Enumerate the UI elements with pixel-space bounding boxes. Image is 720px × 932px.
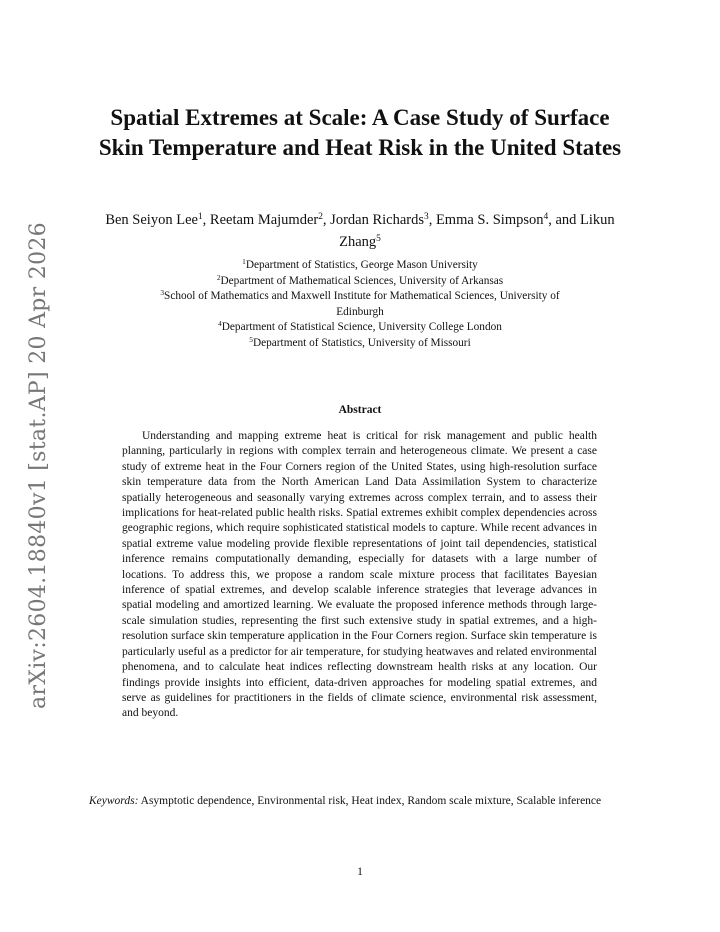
affiliation: $^2$Department of Mathematical Sciences, University of Arkansas [216, 272, 504, 287]
author: Ben Seiyon Lee$^1$ [105, 211, 203, 228]
paper-title: Spatial Extremes at Scale: A Case Study of Surface Skin Temperature and Heat Risk in the United States [98, 105, 622, 160]
arxiv-identifier-text: arXiv:2604.18840v1 [stat.AP] 20 Apr 2026 [25, 221, 51, 709]
affiliation-list [100, 258, 620, 351]
arxiv-identifier [18, 221, 58, 709]
affiliation: $^4$Department of Statistical Science, University College London [218, 318, 502, 333]
author: Reetam Majumder$^2$ [209, 211, 323, 228]
affiliation: $^1$Department of Statistics, George Mason University [242, 256, 478, 271]
page-number: 1 [357, 866, 363, 878]
author: Likun Zhang$^5$ [339, 212, 615, 250]
abstract-body: Understanding and mapping extreme heat is critical for risk management and public health planning, particularly in regions with complex terrain and heterogeneous climate. We present a case study of extreme heat in the Four Corners region of the United States, using high-resolution surface skin temperature data from the North American Land Data Assimilation System to characterize spatially heterogeneous and seasonally varying extremes across complex terrain, and to assess their implications for heat-related public health risks. Spatial extremes exhibit complex dependencies across geographic regions, which require sophisticated statistical models to capture. While recent advances in spatial extreme value modeling provide flexible representations of joint tail dependencies, statistical inference remains computationally demanding, especially for datasets with a large number of locations. To address this, we propose a random scale mixture process that facilitates Bayesian inference of spatial extremes, and develop scalable inference strategies that leverage advances in spatial modeling and amortized learning. We evaluate the proposed inference methods through large-scale simulation studies, representing the first such extensive study in spatial extremes, and a high-resolution surface skin temperature application in the Four Corners region. Surface skin temperature is particularly useful as a predictor for air temperature, for studying heatwaves and related environmental phenomena, and to calculate heat indices reflecting downstream health risks at any location. Our findings provide insights into efficient, data-driven approaches for modeling spatial extremes, and serve as guidelines for practitioners in the fields of climate science, environmental risk assessment, and beyond. [122, 430, 597, 720]
affiliation: $^5$Department of Statistics, University of Missouri [249, 334, 471, 349]
author: Emma S. Simpson$^4$ [435, 211, 549, 228]
keywords [89, 794, 630, 809]
keywords-label: Keywords: [89, 795, 139, 807]
keywords-text: Asymptotic dependence, Environmental risk, Heat index, Random scale mixture, Scalable inference [140, 795, 602, 807]
abstract-heading: Abstract [338, 404, 382, 416]
affiliation: $^3$School of Mathematics and Maxwell Institute for Mathematical Sciences, University of [160, 287, 560, 302]
author: Jordan Richards$^3$ [330, 211, 429, 228]
affiliation-continuation: Edinburgh [336, 305, 384, 318]
author-list: Ben Seiyon Lee$^1$, Reetam Majumder$^2$, Jordan Richards$^3$, Emma S. Simpson$^4$, and Likun Zhang$^5$ [105, 211, 615, 250]
